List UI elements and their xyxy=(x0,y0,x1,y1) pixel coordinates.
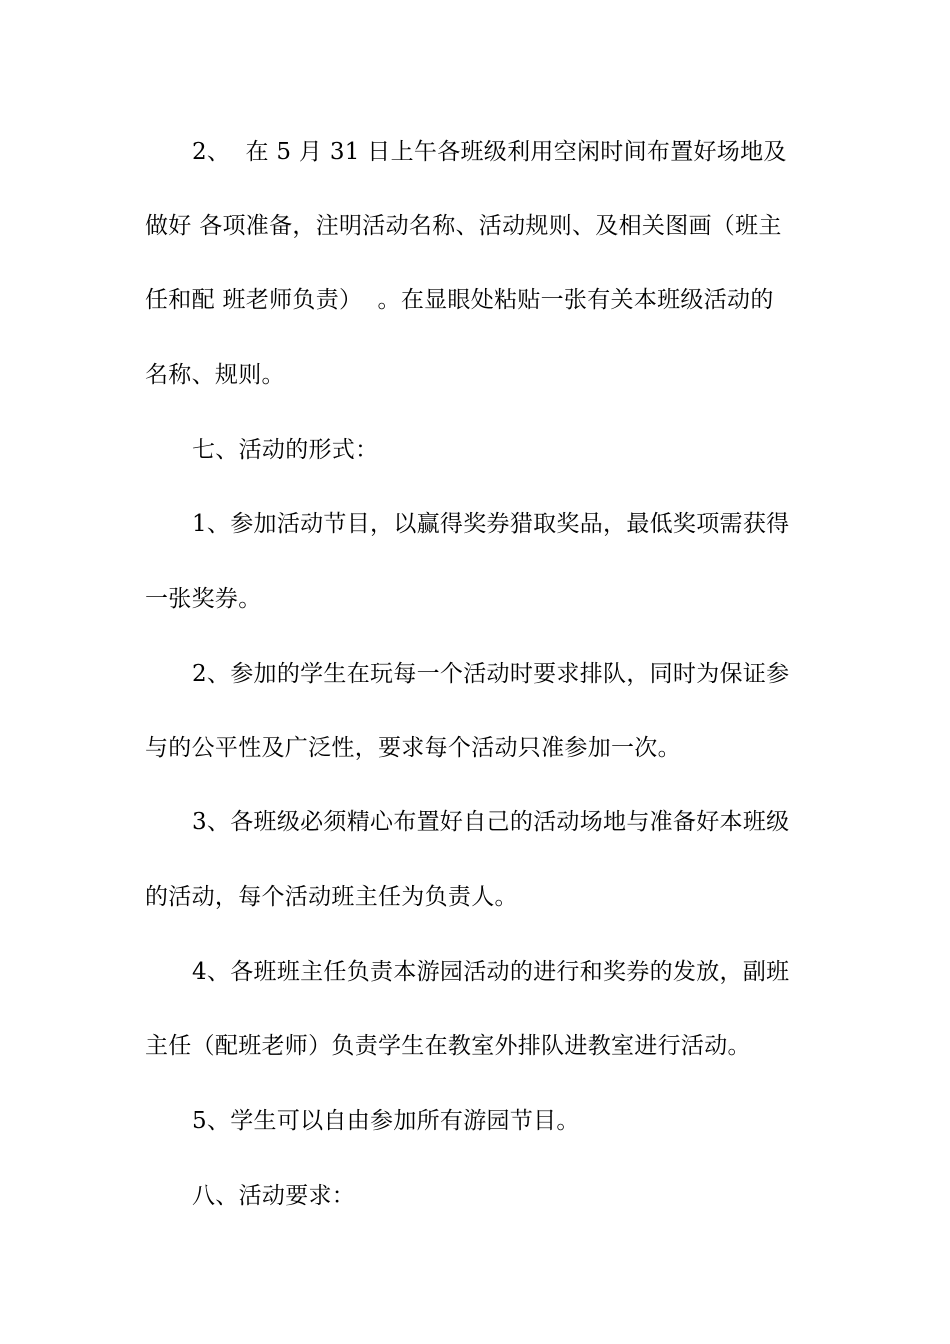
paragraph-line: 的活动，每个活动班主任为负责人。 xyxy=(145,884,518,910)
paragraph-line: 做好 各项准备，注明活动名称、活动规则、及相关图画（班主 xyxy=(145,213,782,239)
paragraph-line: 1、参加活动节目，以赢得奖券猎取奖品，最低奖项需获得 xyxy=(192,511,790,537)
paragraph-line: 主任（配班老师）负责学生在教室外排队进教室进行活动。 xyxy=(145,1033,751,1059)
paragraph-line: 4、各班班主任负责本游园活动的进行和奖券的发放，副班 xyxy=(192,959,790,985)
paragraph-line: 3、各班级必须精心布置好自己的活动场地与准备好本班级 xyxy=(192,809,790,835)
paragraph-line: 5、学生可以自由参加所有游园节目。 xyxy=(192,1108,580,1134)
section-heading: 七、活动的形式： xyxy=(192,437,379,463)
paragraph-line: 与的公平性及广泛性，要求每个活动只准参加一次。 xyxy=(145,735,681,761)
paragraph-line: 2、参加的学生在玩每一个活动时要求排队，同时为保证参 xyxy=(192,661,790,687)
section-heading: 八、活动要求： xyxy=(192,1183,356,1209)
paragraph-line: 一张奖券。 xyxy=(145,586,262,612)
paragraph-line: 任和配 班老师负责） 。在显眼处粘贴一张有关本班级活动的 xyxy=(145,287,774,313)
paragraph-line: 2、 在 5 月 31 日上午各班级利用空闲时间布置好场地及 xyxy=(192,139,787,165)
paragraph-line: 名称、规则。 xyxy=(145,362,285,388)
